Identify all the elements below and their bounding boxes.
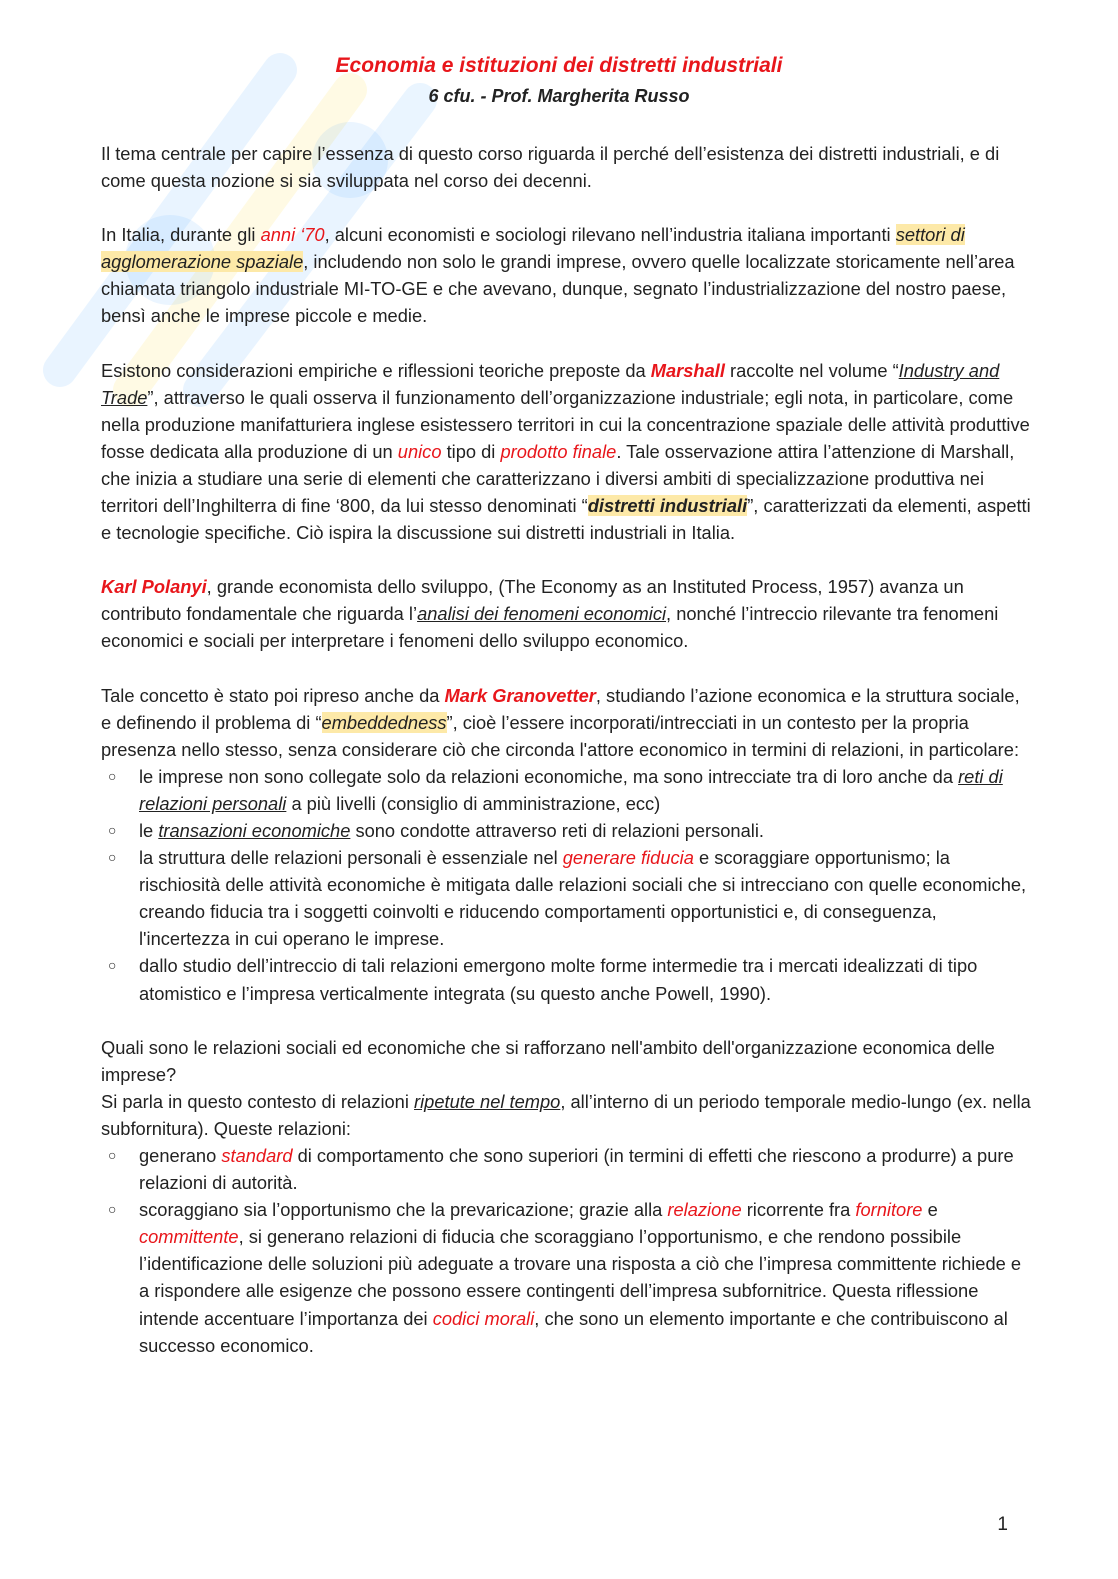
underline-analisi: analisi dei fenomeni economici: [417, 603, 667, 625]
paragraph-marshall: Esistono considerazioni empiriche e riflessioni teoriche preposte da Marshall raccolte nel volume “Industry and Trade”, attraverso le quali osserva il funzionamento dell’organizzazione industriale; egli nota, in particolare, come nella produzione manifatturiera inglese esistessero territori in cui la concentrazione spaziale delle attività produttive fosse dedicata alla produzione di un unico tipo di prodotto finale. Tale osservazione attira l’attenzione di Marshall, che inizia a studiare una serie di elementi che caratterizzano i diversi ambiti di specializzazione produttiva nei territori dell’Inghilterra di fine ‘800, da lui stesso denominati “distretti industriali”, caratterizzati da elementi, aspetti e tecnologie specifiche. Ciò ispira la discussione sui distretti industriali in Italia.: [101, 359, 1031, 544]
paragraph-granovetter: Tale concetto è stato poi ripreso anche da Mark Granovetter, studiando l’azione economica e la struttura sociale, e definendo il problema di “embeddedness”, cioè l’essere incorporati/intrecciati in un contesto per la propria presenza nello stesso, senza considerare ciò che circonda l'attore economico in termini di relazioni, in particolare:: [101, 684, 1020, 760]
paragraph-question: Quali sono le relazioni sociali ed economiche che si rafforzano nell'ambito dell'organizzazione economica delle imprese? Si parla in questo contesto di relazioni ripetute nel tempo, all’interno di un periodo temporale medio-lungo (ex. nella subfornitura). Queste relazioni:: [101, 1036, 1031, 1139]
name-polanyi: Karl Polanyi: [101, 576, 207, 598]
name-marshall: Marshall: [650, 359, 725, 381]
bullet-list-granovetter: [101, 763, 1031, 1007]
paragraph-polanyi: Karl Polanyi, grande economista dello sviluppo, (The Economy as an Instituted Process, 1957) avanza un contributo fondamentale che riguarda l’analisi dei fenomeni economici, nonché l’intreccio rilevante tra fenomeni economici e sociali per interpretare i fenomeni dello sviluppo economico.: [101, 576, 999, 652]
underline-ripetute: ripetute nel tempo: [414, 1090, 561, 1112]
page-number: 1: [997, 1514, 1008, 1535]
book-title: Industry and Trade: [101, 359, 1000, 408]
list-item: ○ le transazioni economiche sono condotte attraverso reti di relazioni personali.: [101, 817, 1031, 844]
highlight-distretti-industriali: distretti industriali: [587, 495, 748, 517]
list-item: ○ le imprese non sono collegate solo da relazioni economiche, ma sono intrecciate tra di loro anche da reti di relazioni personali a più livelli (consiglio di amministrazione, ecc): [101, 763, 1031, 817]
name-granovetter: Mark Granovetter: [444, 684, 596, 706]
list-item: ○ generano standard di comportamento che sono superiori (in termini di effetti che riescono a produrre) a pure relazioni di autorità.: [101, 1142, 1031, 1196]
document-body: [101, 140, 1031, 1386]
paragraph-italia: In Italia, durante gli anni ‘70, alcuni economisti e sociologi rilevano nell’industria italiana importanti settori di agglomerazione spaziale, includendo non solo le grandi imprese, ovvero quelle localizzate storicamente nell’area chiamata triangolo industriale MI-TO-GE e che avevano, dunque, segnato l’industrializzazione del nostro paese, bensì anche le imprese piccole e medie.: [101, 224, 1015, 327]
bullet-list-relazioni: [101, 1142, 1031, 1359]
highlight-unico: unico: [397, 440, 442, 462]
document-title: Economia e istituzioni dei distretti industriali: [335, 54, 783, 77]
list-item: ○ la struttura delle relazioni personali è essenziale nel generare fiducia e scoraggiare opportunismo; la rischiosità delle attività economiche è mitigata dalle relazioni sociali che si intrecciano con quelle economiche, creando fiducia tra i soggetti coinvolti e riducendo comportamenti opportunistici e, di conseguenza, l'incertezza in cui operano le imprese.: [101, 844, 1031, 952]
highlight-settori: settori di agglomerazione spaziale: [101, 224, 965, 273]
list-item: ○ dallo studio dell’intreccio di tali relazioni emergono molte forme intermedie tra i mercati idealizzati di tipo atomistico e l’impresa verticalmente integrata (su questo anche Powell, 1990).: [101, 952, 1031, 1006]
highlight-anni-70: anni ‘70: [260, 224, 325, 246]
highlight-embeddedness: embeddedness: [321, 711, 447, 733]
paragraph-intro: Il tema centrale per capire l’essenza di questo corso riguarda il perché dell’esistenza dei distretti industriali, e di come questa nozione si sia sviluppata nel corso dei decenni.: [101, 143, 1000, 192]
highlight-prodotto-finale: prodotto finale: [500, 440, 617, 462]
list-item: ○ scoraggiano sia l’opportunismo che la prevaricazione; grazie alla relazione ricorrente fra fornitore e committente, si generano relazioni di fiducia che scoraggiano l’opportunismo, e che rendono possibile l’identificazione delle soluzioni più adeguate a trovare una risposta a ciò che l’impresa committente richiede e a rispondere alle esigenze che possono essere contingenti dell’impresa subfornitrice. Questa riflessione intende accentuare l’importanza dei codici morali, che sono un elemento importante e che contribuiscono al successo economico.: [101, 1196, 1031, 1359]
document-subtitle: 6 cfu. - Prof. Margherita Russo: [428, 86, 690, 106]
